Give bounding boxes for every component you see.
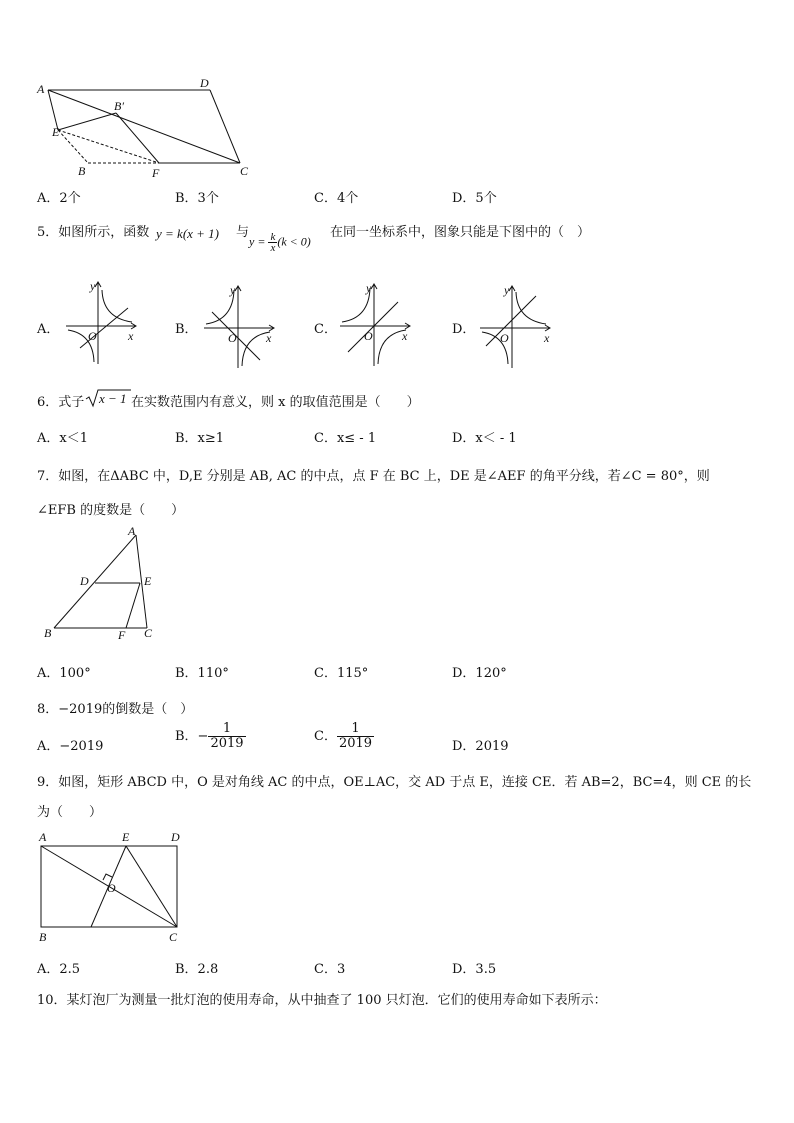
q5c-y-label: y xyxy=(366,281,372,295)
q5-suffix: 在同一坐标系中，图象只能是下图中的（ ） xyxy=(330,225,591,240)
q7-label-B: B xyxy=(44,626,52,640)
q6-radical xyxy=(85,388,131,412)
q5-prefix: 5．如图所示，函数 xyxy=(37,225,150,240)
q9-label-B: B xyxy=(39,930,47,944)
q8-option-c-den: 2019 xyxy=(338,736,373,751)
q4-label-F: F xyxy=(152,166,160,180)
q9-option-b[interactable]: B．2.8 xyxy=(175,962,219,977)
q5d-y-label: y xyxy=(504,283,510,297)
q8-option-b-fraction xyxy=(208,722,245,751)
q9-option-d[interactable]: D．3.5 xyxy=(452,962,497,977)
q5-option-c-label[interactable]: C． xyxy=(314,322,337,337)
q4-option-b[interactable]: B．3个 xyxy=(175,191,219,206)
q4-label-C: C xyxy=(240,164,249,178)
q8-option-c[interactable] xyxy=(314,722,374,751)
q5-formula-linear: y = k(x + 1) xyxy=(156,226,220,241)
q4-label-Bp: B′ xyxy=(114,99,124,113)
q5-option-b-label[interactable]: B． xyxy=(175,322,198,337)
q6-radicand: x − 1 xyxy=(99,391,127,406)
q5a-x-label: x xyxy=(128,329,134,343)
q8-option-d[interactable]: D．2019 xyxy=(452,739,509,754)
q4-label-B: B xyxy=(78,164,86,178)
q5c-x-label: x xyxy=(402,329,408,343)
q7-label-D: D xyxy=(80,574,89,588)
q4-parallelogram-figure xyxy=(30,75,260,180)
q9-label-E: E xyxy=(122,830,130,844)
q5-graph-d[interactable] xyxy=(476,282,556,372)
q4-label-A: A xyxy=(37,82,45,96)
q5a-y-label: y xyxy=(90,279,96,293)
q5-f2-lhs: y = xyxy=(249,234,269,249)
q8-option-b[interactable] xyxy=(175,722,246,751)
q6-option-d[interactable]: D．x＜ - 1 xyxy=(452,431,517,446)
q4-option-d[interactable]: D．5个 xyxy=(452,191,497,206)
q4-label-D: D xyxy=(200,76,209,90)
q5-formula-inverse xyxy=(249,232,311,253)
q7-triangle-figure xyxy=(40,525,170,645)
q6-option-b[interactable]: B．x≥1 xyxy=(175,431,225,446)
q8-option-c-fraction xyxy=(337,722,374,751)
q9-option-c[interactable]: C．3 xyxy=(314,962,346,977)
q4-label-E: E xyxy=(52,125,60,139)
q8-question: 8．−2019的倒数是（ ） xyxy=(37,702,194,717)
q5-f2-num: k xyxy=(270,231,276,243)
q6-suffix: 在实数范围内有意义，则 x 的取值范围是（ ） xyxy=(131,395,420,410)
q9-label-C: C xyxy=(169,930,178,944)
q8-option-b-prefix: B．− xyxy=(175,729,209,744)
q6-prefix: 6．式子 xyxy=(37,395,85,410)
q7-option-c[interactable]: C．115° xyxy=(314,666,369,681)
q5-graph-c[interactable] xyxy=(336,280,416,370)
q9-line2: 为（ ） xyxy=(37,805,103,820)
q7-label-C: C xyxy=(144,626,153,640)
q5d-origin: O xyxy=(500,331,509,345)
q5b-origin: O xyxy=(228,331,237,345)
q7-label-F: F xyxy=(118,628,126,642)
q5-mid: 与 xyxy=(236,225,250,240)
q5-option-a-label[interactable]: A． xyxy=(37,322,60,337)
q5-f2-fraction xyxy=(268,232,277,253)
q5-option-d-label[interactable]: D． xyxy=(452,322,476,337)
q5b-y-label: y xyxy=(230,283,236,297)
q7-option-a[interactable]: A．100° xyxy=(37,666,91,681)
q8-option-b-den: 2019 xyxy=(210,736,244,751)
q5a-origin: O xyxy=(88,329,97,343)
q10-text: 10．某灯泡厂为测量一批灯泡的使用寿命，从中抽查了 100 只灯泡．它们的使用寿命如下表所示： xyxy=(37,993,607,1008)
q5-f2-den: x xyxy=(270,242,276,254)
q9-label-O: O xyxy=(107,881,116,895)
q7-label-E: E xyxy=(144,574,152,588)
q7-line1: 7．如图，在ΔABC 中，D,E 分别是 AB, AC 的中点，点 F 在 BC 上，DE 是∠AEF 的角平分线，若∠C = 80°，则 xyxy=(37,469,710,484)
q5d-x-label: x xyxy=(544,331,550,345)
q4-option-a[interactable]: A．2个 xyxy=(37,191,81,206)
q5b-x-label: x xyxy=(266,331,272,345)
q7-option-d[interactable]: D．120° xyxy=(452,666,507,681)
q8-option-a[interactable]: A．−2019 xyxy=(37,739,104,754)
q5-f2-cond: (k < 0) xyxy=(277,234,311,249)
q7-option-b[interactable]: B．110° xyxy=(175,666,229,681)
q8-option-c-prefix: C． xyxy=(314,729,337,744)
q5-graph-a[interactable] xyxy=(62,278,142,368)
q9-label-A: A xyxy=(39,830,47,844)
q7-label-A: A xyxy=(128,524,136,538)
q8-option-c-num: 1 xyxy=(337,722,374,737)
q9-label-D: D xyxy=(171,830,180,844)
q5-graph-b[interactable] xyxy=(200,282,280,372)
q8-option-b-num: 1 xyxy=(208,722,245,737)
q9-rectangle-figure xyxy=(34,828,194,948)
q5c-origin: O xyxy=(364,329,373,343)
q9-line1: 9．如图，矩形 ABCD 中，O 是对角线 AC 的中点，OE⊥AC，交 AD 于点 E，连接 CE．若 AB=2，BC=4，则 CE 的长 xyxy=(37,775,752,790)
q9-option-a[interactable]: A．2.5 xyxy=(37,962,81,977)
q6-option-c[interactable]: C．x≤ - 1 xyxy=(314,431,377,446)
q4-option-c[interactable]: C．4个 xyxy=(314,191,359,206)
q7-line2: ∠EFB 的度数是（ ） xyxy=(37,503,185,518)
q6-option-a[interactable]: A．x＜1 xyxy=(37,431,88,446)
